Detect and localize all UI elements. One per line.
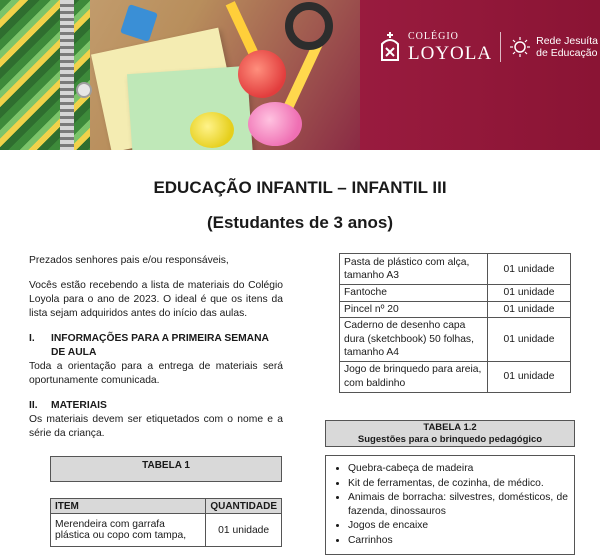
network-line-2: de Educação xyxy=(536,47,598,59)
left-column xyxy=(29,254,283,441)
section-2-number: II. xyxy=(29,400,38,411)
quantity-cell: 01 unidade xyxy=(488,254,571,285)
page-title: EDUCAÇÃO INFANTIL – INFANTIL III xyxy=(153,178,447,197)
school-supplies-photo xyxy=(0,0,360,150)
materials-table-continued xyxy=(339,253,571,393)
greeting-text: Prezados senhores pais e/ou responsáveis, xyxy=(29,255,229,266)
tabela-1-2-title: TABELA 1.2 xyxy=(423,422,477,433)
list-item: • Jogos de encaixe xyxy=(348,519,568,533)
column-header-quantity: QUANTIDADE xyxy=(206,499,282,514)
quantity-cell: 01 unidade xyxy=(488,301,571,318)
quantity-cell: 01 unidade xyxy=(488,285,571,302)
header-banner xyxy=(0,0,600,150)
network-logo xyxy=(509,35,598,59)
suggestions-box xyxy=(325,455,575,555)
section-2-title: MATERIAIS xyxy=(51,400,107,411)
tabela-1-title: TABELA 1 xyxy=(50,456,282,482)
item-cell: Pasta de plástico com alça, tamanho A3 xyxy=(340,254,488,285)
quantity-cell: 01 unidade xyxy=(488,361,571,392)
glue-stick-yellow xyxy=(190,112,234,148)
tabela-1-2-subtitle: Sugestões para o brinquedo pedagógico xyxy=(357,434,543,445)
suggestions-list xyxy=(332,462,568,547)
quantity-cell: 01 unidade xyxy=(488,318,571,362)
list-item: • Carrinhos xyxy=(348,534,568,548)
scissors-image xyxy=(285,2,333,50)
pushpin-image xyxy=(78,84,90,96)
list-item: • Quebra-cabeça de madeira xyxy=(348,462,568,476)
school-label: COLÉGIO xyxy=(408,30,459,42)
table-row xyxy=(340,254,571,285)
table-row xyxy=(340,318,571,362)
sun-emblem-icon xyxy=(509,36,531,58)
list-item: • Kit de ferramentas, de cozinha, de médico. xyxy=(348,477,568,491)
item-cell: Fantoche xyxy=(340,285,488,302)
loyola-emblem-icon xyxy=(378,30,402,64)
section-1-heading xyxy=(29,332,283,360)
section-1-title: INFORMAÇÕES PARA A PRIMEIRA SEMANA DE AULA xyxy=(51,333,269,358)
section-2-heading xyxy=(29,399,283,413)
item-cell: Caderno de desenho capa dura (sketchbook) 50 folhas, tamanho A4 xyxy=(340,318,488,362)
section-2-text: Os materiais devem ser etiquetados com o nome e a série da criança. xyxy=(29,414,283,439)
section-1-text: Toda a orientação para a entrega de materiais será oportunamente comunicada. xyxy=(29,361,283,386)
intro-paragraph: Vocês estão recebendo a lista de materiais do Colégio Loyola para o ano de 2023. O ideal é que os itens da lista sejam adquiridos antes do início das aulas. xyxy=(29,280,283,319)
item-cell: Jogo de brinquedo para areia, com baldinho xyxy=(340,361,488,392)
table-row xyxy=(340,301,571,318)
table-row xyxy=(51,514,282,547)
school-logo[interactable] xyxy=(378,30,598,64)
glue-stick-pink xyxy=(248,102,302,146)
quantity-cell: 01 unidade xyxy=(206,514,282,547)
list-item: • Animais de borracha: silvestres, domésticos, de fazenda, dinossauros xyxy=(348,491,568,518)
sharpener-image xyxy=(120,4,158,42)
table-header-row xyxy=(51,499,282,514)
notebook-image xyxy=(0,0,90,150)
column-header-item: ITEM xyxy=(51,499,206,514)
item-cell: Merendeira com garrafa plástica ou copo com tampa, xyxy=(51,514,206,547)
table-row xyxy=(340,361,571,392)
section-1-number: I. xyxy=(29,333,35,344)
page-subtitle: (Estudantes de 3 anos) xyxy=(206,213,394,232)
item-cell: Pincel nº 20 xyxy=(340,301,488,318)
glue-stick-red xyxy=(238,50,286,98)
school-name: LOYOLA xyxy=(408,42,493,64)
tabela-1-2-header xyxy=(325,420,575,447)
network-line-1: Rede Jesuíta xyxy=(536,35,598,47)
logo-divider xyxy=(500,32,501,62)
notebook-spiral xyxy=(60,0,74,150)
sticky-note-green xyxy=(127,66,253,150)
table-row xyxy=(340,285,571,302)
